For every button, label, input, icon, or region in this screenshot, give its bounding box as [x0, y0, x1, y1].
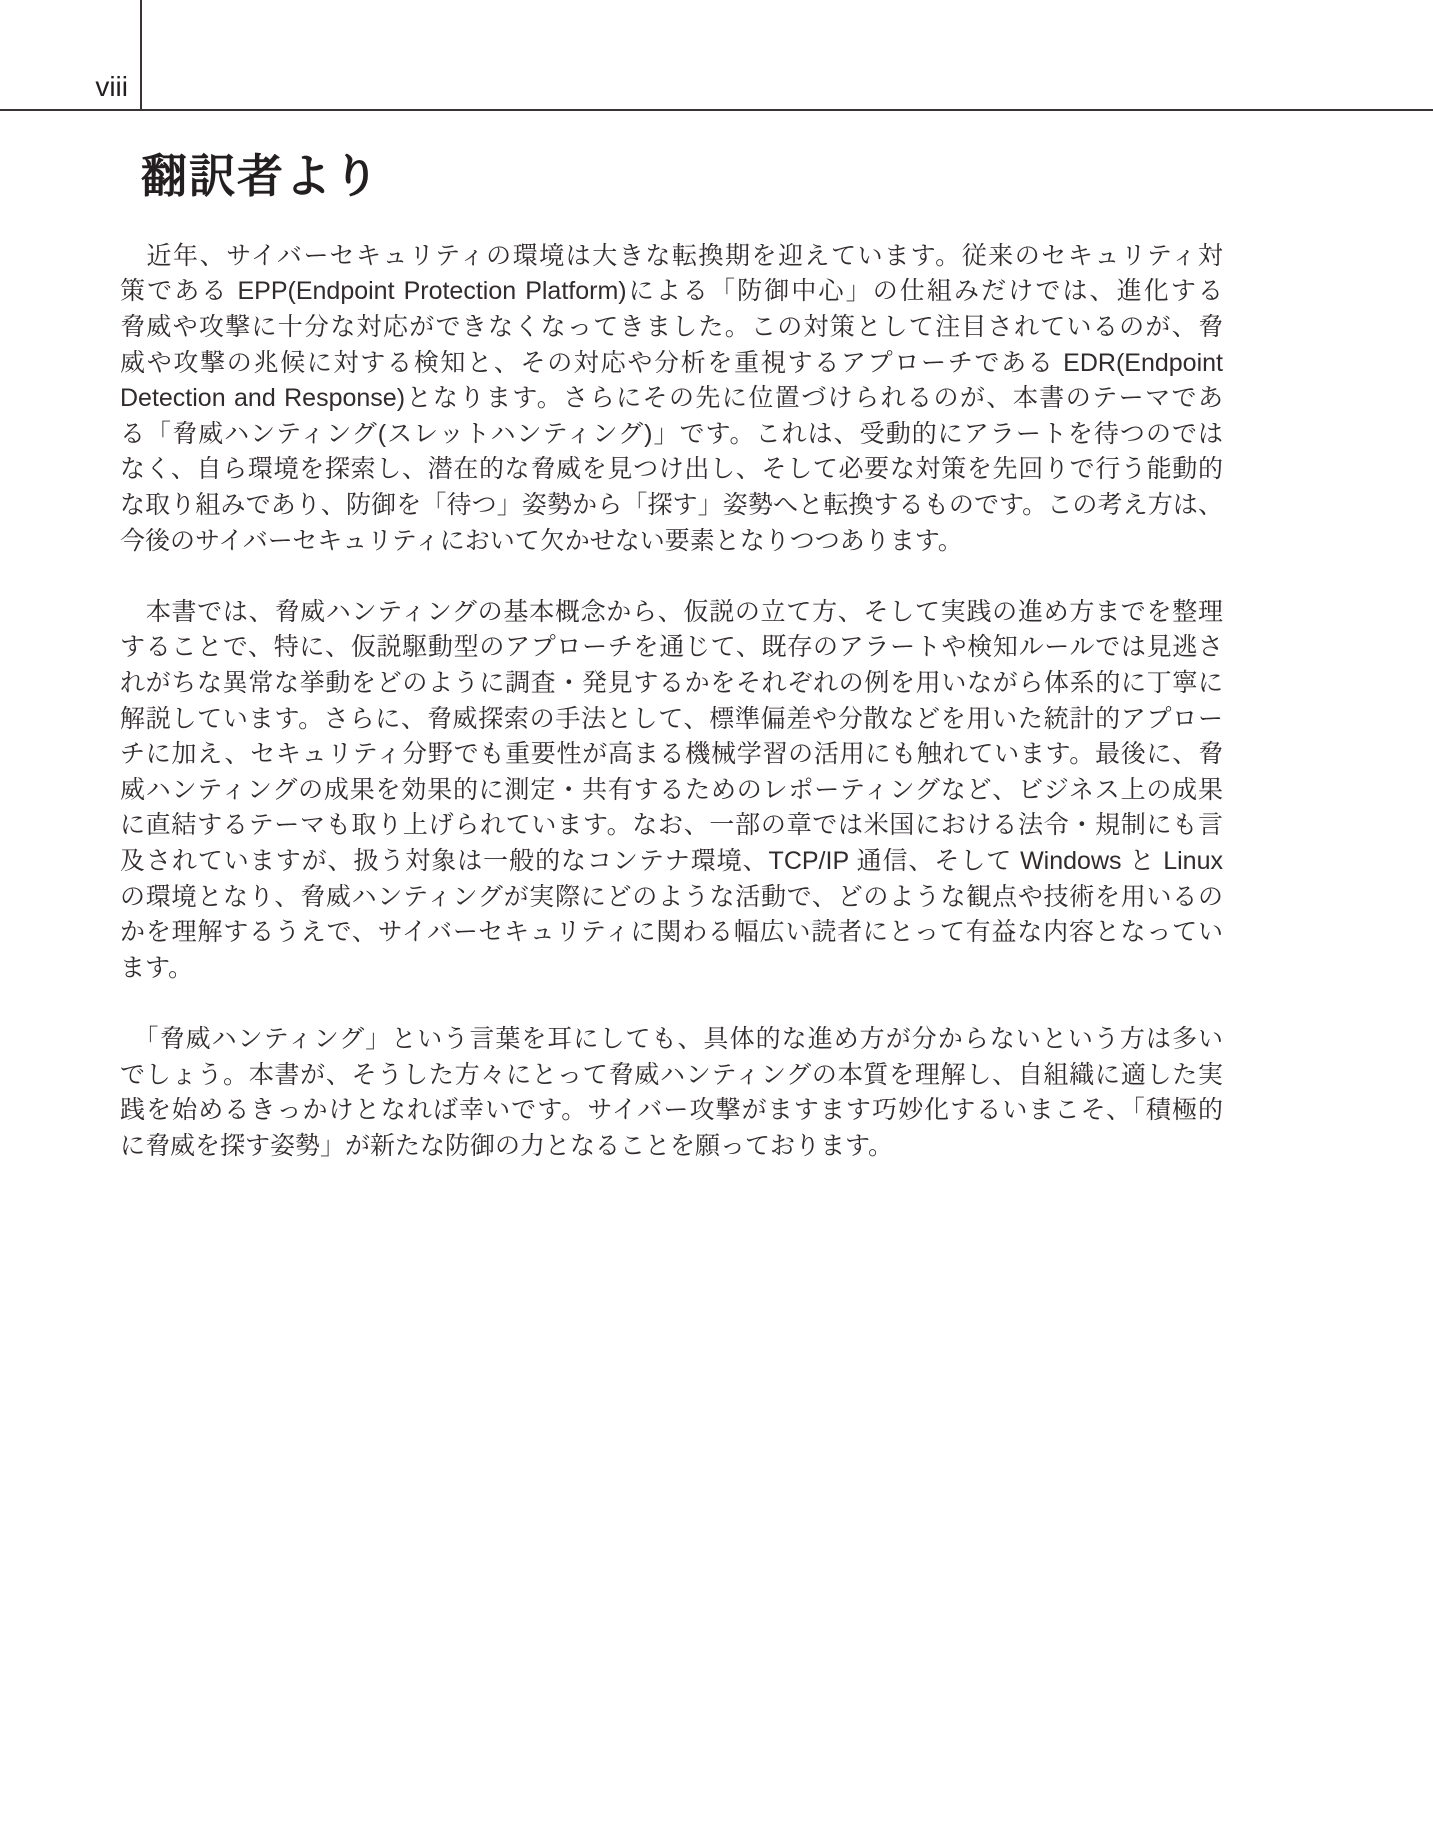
page-title: 翻訳者より: [141, 150, 381, 202]
text-line: な取り組みであり、防御を「待つ」姿勢から「探す」姿勢へと転換するものです。この考え方は、: [120, 491, 1223, 520]
text-line: ます。: [120, 953, 194, 982]
text-line: 及されていますが、扱う対象は一般的なコンテナ環境、TCP/IP 通信、そして Windows と Linux: [120, 846, 1223, 875]
text-line: することで、特に、仮説駆動型のアプローチを通じて、既存のアラートや検知ルールでは見逃さ: [120, 633, 1223, 662]
text-line: に直結するテーマも取り上げられています。なお、一部の章では米国における法令・規制にも言: [120, 811, 1223, 840]
page-content: [120, 150, 1223, 1200]
text-line: 近年、サイバーセキュリティの環境は大きな転換期を迎えています。従来のセキュリティ対: [120, 241, 1223, 270]
text-line: 践を始めるきっかけとなれば幸いです。サイバー攻撃がますます巧妙化するいまこそ、「積極的: [120, 1096, 1223, 1125]
header-vertical-rule: [140, 0, 142, 109]
header-horizontal-rule: [0, 109, 1433, 111]
text-line: 威ハンティングの成果を効果的に測定・共有するためのレポーティングなど、ビジネス上の成果: [120, 775, 1223, 804]
text-line: Detection and Response)となります。さらにその先に位置づけられるのが、本書のテーマであ: [120, 384, 1223, 413]
text-line: 今後のサイバーセキュリティにおいて欠かせない要素となりつつあります。: [120, 526, 963, 555]
text-line: 「脅威ハンティング」という言葉を耳にしても、具体的な進め方が分からないという方は多い: [120, 1024, 1223, 1053]
paragraph: [120, 239, 1223, 559]
text-line: に脅威を探す姿勢」が新たな防御の力となることを願っております。: [120, 1131, 894, 1160]
text-line: 本書では、脅威ハンティングの基本概念から、仮説の立て方、そして実践の進め方までを整理: [120, 597, 1223, 626]
page-number: viii: [95, 71, 128, 102]
paragraph: [120, 1022, 1223, 1164]
text-line: る「脅威ハンティング(スレットハンティング)」です。これは、受動的にアラートを待つのでは: [120, 419, 1223, 448]
text-line: れがちな異常な挙動をどのように調査・発見するかをそれぞれの例を用いながら体系的に丁寧に: [120, 669, 1223, 698]
text-line: 威や攻撃の兆候に対する検知と、その対応や分析を重視するアプローチである EDR(Endpoint: [120, 348, 1223, 377]
paragraph: [120, 595, 1223, 987]
text-line: チに加え、セキュリティ分野でも重要性が高まる機械学習の活用にも触れています。最後に、脅: [120, 740, 1223, 769]
text-line: なく、自ら環境を探索し、潜在的な脅威を見つけ出し、そして必要な対策を先回りで行う能動的: [120, 455, 1223, 484]
text-line: 策である EPP(Endpoint Protection Platform)による「防御中心」の仕組みだけでは、進化する: [120, 277, 1223, 306]
text-line: かを理解するうえで、サイバーセキュリティに関わる幅広い読者にとって有益な内容となってい: [120, 918, 1223, 947]
text-line: 解説しています。さらに、脅威探索の手法として、標準偏差や分散などを用いた統計的アプロー: [120, 704, 1223, 733]
text-line: 脅威や攻撃に十分な対応ができなくなってきました。この対策として注目されているのが、脅: [120, 313, 1223, 342]
body-text: [120, 239, 1223, 1164]
text-line: の環境となり、脅威ハンティングが実際にどのような活動で、どのような観点や技術を用いるの: [120, 882, 1223, 911]
text-line: でしょう。本書が、そうした方々にとって脅威ハンティングの本質を理解し、自組織に適した実: [120, 1060, 1223, 1089]
